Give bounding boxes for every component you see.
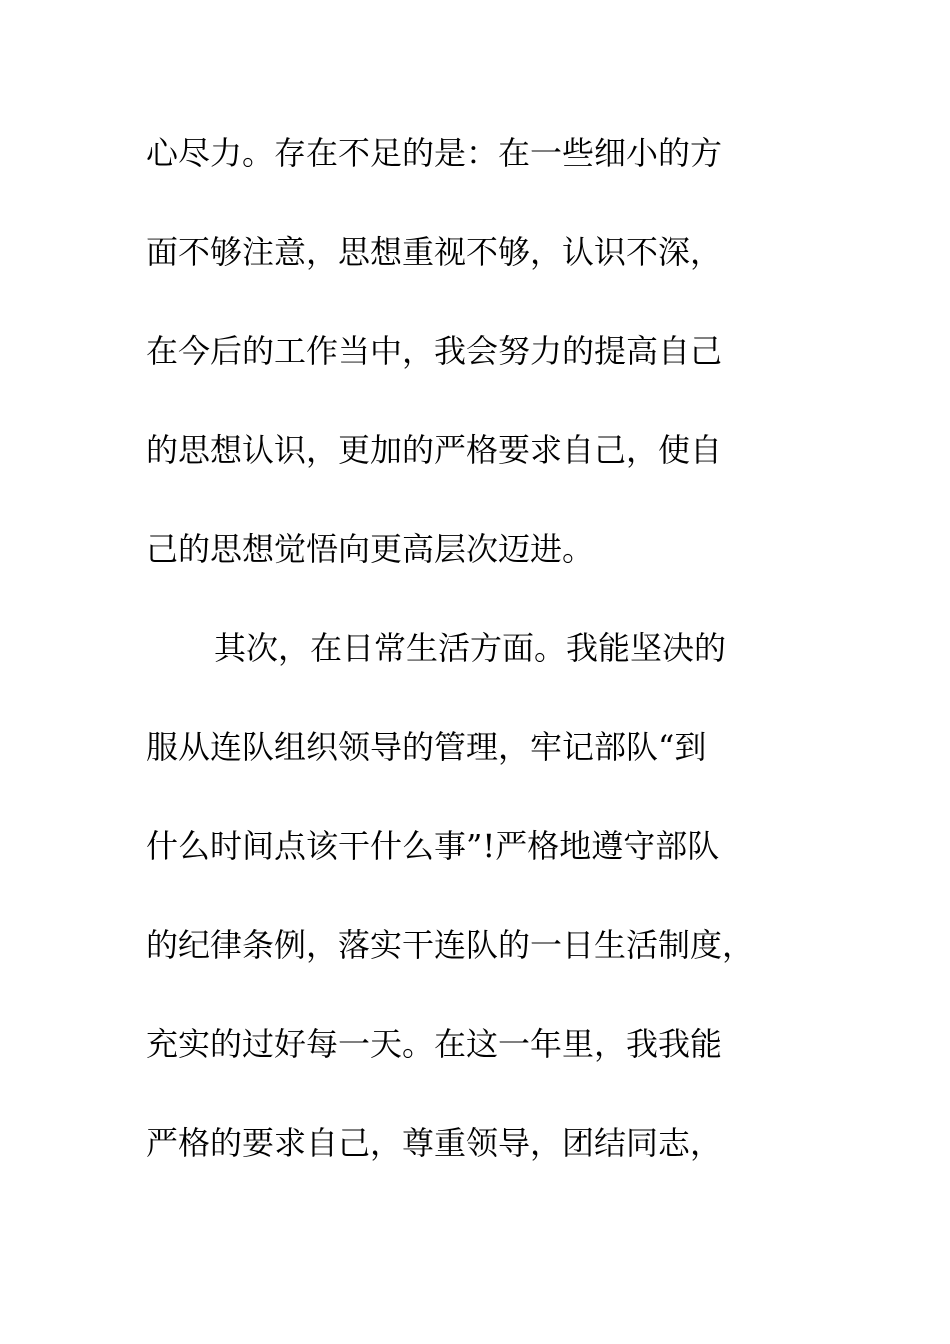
- text-line: 什么时间点该干什么事”!严格地遵守部队: [146, 827, 720, 865]
- text-line: 充实的过好每一天。在这一年里，我我能: [146, 1025, 723, 1063]
- text-line: 严格的要求自己，尊重领导，团结同志，: [146, 1124, 723, 1162]
- text-line: 的纪律条例，落实干连队的一日生活制度，: [146, 926, 755, 964]
- text-line: 在今后的工作当中，我会努力的提高自己: [146, 332, 723, 370]
- text-line: 的思想认识，更加的严格要求自己，使自: [146, 431, 723, 469]
- text-line: 心尽力。存在不足的是：在一些细小的方: [146, 134, 723, 172]
- text-line: 己的思想觉悟向更高层次迈进。: [146, 530, 595, 568]
- body-text: [146, 127, 806, 1216]
- paragraph-start-line: 其次，在日常生活方面。我能坚决的: [214, 629, 727, 667]
- text-line: 面不够注意，思想重视不够，认识不深，: [146, 233, 723, 271]
- text-line: 服从连队组织领导的管理，牢记部队“到: [146, 728, 707, 766]
